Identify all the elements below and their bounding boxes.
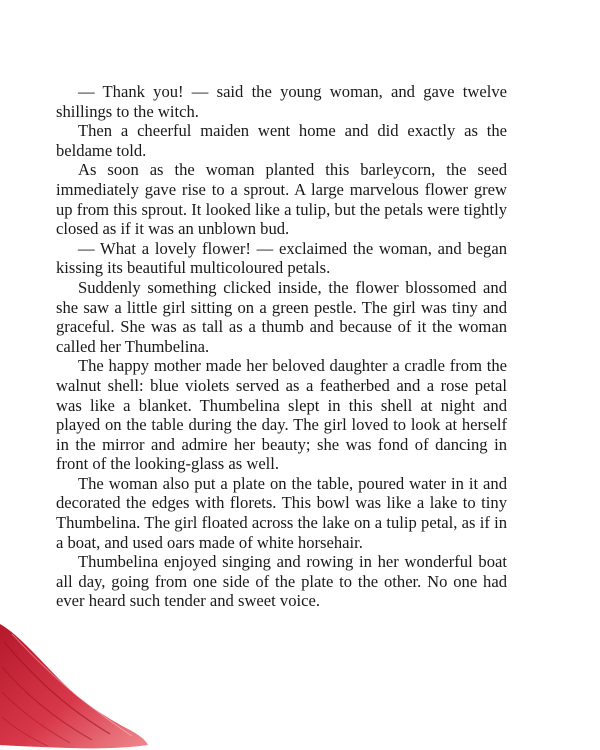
paragraph-went-home: Then a cheerful maiden went home and did exactly as the beldame told. xyxy=(56,121,507,160)
paragraph-thank-you: — Thank you! — said the young woman, and gave twelve shillings to the witch. xyxy=(56,82,507,121)
paragraph-blossomed: Suddenly something clicked inside, the flower blossomed and she saw a little girl sitting on a green pestle. The girl was tiny and graceful. She was as tall as a thumb and because of it the woman called her Thumbelina. xyxy=(56,277,507,356)
paragraph-cradle: The happy mother made her beloved daughter a cradle from the walnut shell: blue violets served as a featherbed and a rose petal was like a blanket. Thumbelina slept in this shell at night and played on the table during the day. The girl loved to look at herself in the mirror and admire her beauty; she was fond of dancing in front of the looking-glass as well. xyxy=(56,356,507,474)
paragraph-plate-lake: The woman also put a plate on the table, poured water in it and decorated the edges with florets. This bowl was like a lake to tiny Thumbelina. The girl floated across the lake on a tulip petal, as if in a boat, and used oars made of white horsehair. xyxy=(56,473,507,552)
story-text xyxy=(56,82,507,611)
paragraph-barleycorn: As soon as the woman planted this barleycorn, the seed immediately gave rise to a sprout. A large marvelous flower grew up from this sprout. It looked like a tulip, but the petals were tightly closed as if it was an unblown bud. xyxy=(56,160,507,239)
paragraph-lovely-flower: — What a lovely flower! — exclaimed the woman, and began kissing its beautiful multicoloured petals. xyxy=(56,238,507,278)
red-petal-illustration xyxy=(0,612,150,750)
paragraph-singing: Thumbelina enjoyed singing and rowing in her wonderful boat all day, going from one side of the plate to the other. No one had ever heard such tender and sweet voice. xyxy=(56,552,507,611)
